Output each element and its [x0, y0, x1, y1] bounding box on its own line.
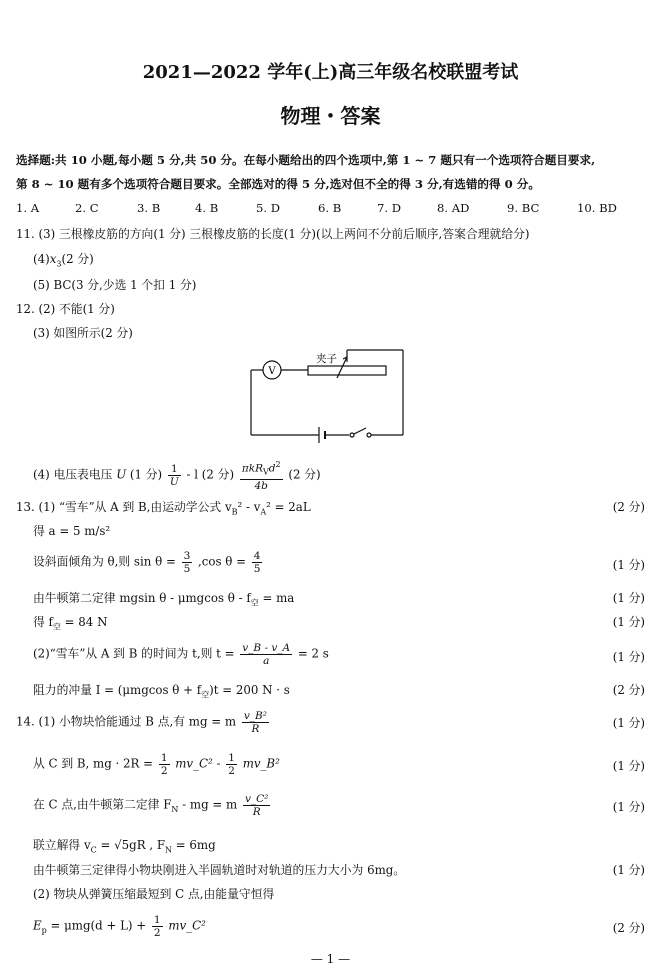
voltmeter-label: V — [268, 366, 276, 377]
answer-item: 2. C — [75, 201, 99, 215]
q14-line-3: 在 C 点,由牛顿第二定律 $F_N$ - mg = m $\frac{\text{v\_C²}}{R}$ — [33, 793, 269, 818]
score: (1 分) — [612, 863, 645, 877]
q14-line-6: (2) 物块从弹簧压缩最短到 C 点,由能量守恒得 — [33, 887, 275, 901]
fraction: $\frac{1}{2}$ — [153, 914, 161, 939]
fraction: $\frac{1}{U}$ — [169, 462, 179, 488]
clip-label: 夹子 — [316, 353, 337, 365]
score: (2 分) — [612, 683, 645, 697]
q12-line-2: (3) 如图所示(2 分) — [33, 326, 133, 340]
answer-item: 9. BC — [507, 201, 540, 215]
page-subtitle: 物理・答案 — [280, 104, 381, 128]
q13-line-3: 设斜面倾角为 θ,则 sin θ = $\frac{3}{5}$ ,cos θ = $\frac{4}{5}$ — [33, 550, 261, 575]
fraction: $\frac{1}{2}$ — [160, 752, 168, 777]
fraction: $\frac{\pi kR_Vd^2}{4b}$ — [241, 460, 281, 492]
fraction: $\frac{\text{v\_B²}}{R}$ — [243, 710, 267, 735]
q12-line-1: 12. (2) 不能(1 分) — [16, 302, 115, 316]
circuit-diagram — [245, 345, 420, 445]
q12-line-4: (4) 电压表电压 U (1 分) $\frac{1}{U}$ - l (2 分) $\frac{\pi kR_Vd^2}{4b}$ (2 分) — [33, 460, 321, 492]
switch-contact — [350, 433, 354, 437]
q14-line-2: 从 C 到 B, mg · 2R = $\frac{1}{2}$ mv_C² - $\frac{1}{2}$ mv_B² — [33, 752, 280, 777]
q13-line-2: 得 a = 5 m/s² — [33, 524, 111, 538]
answer-item: 1. A — [16, 201, 40, 215]
q14-line-1: 14. (1) 小物块恰能通过 B 点,有 mg = m $\frac{\text{v\_B²}}{R}$ — [16, 710, 267, 735]
score: (2 分) — [612, 921, 645, 935]
q13-line-4: 由牛顿第二定律 mgsin θ - μmgcos θ - $f_空$ = ma — [33, 591, 295, 608]
exam-title: 2021—2022 学年(上)高三年级名校联盟考试 — [142, 62, 519, 83]
q14-line-5: 由牛顿第三定律得小物块刚进入半圆轨道时对轨道的压力大小为 6mg。 — [33, 863, 406, 877]
score: (1 分) — [612, 650, 645, 664]
q13-line-1: 13. (1) “雪车”从 A 到 B,由运动学公式 $v_B^2 - v_A^2 = 2aL$ — [16, 500, 311, 517]
q14-line-7: $E_p = \mu mg(d + L)$ + $\frac{1}{2}$ mv_C² — [33, 914, 206, 939]
score: (1 分) — [612, 800, 645, 814]
q11-line-2: $(4)x_3(2$ 分) — [33, 252, 94, 269]
score: (1 分) — [612, 759, 645, 773]
answer-item: 8. AD — [437, 201, 470, 215]
page-number: — 1 — — [310, 952, 351, 966]
answer-item: 7. D — [377, 201, 402, 215]
score: (1 分) — [612, 558, 645, 572]
fraction: $\frac{\text{v\_C²}}{R}$ — [244, 793, 269, 818]
q13-line-6: (2)“雪车”从 A 到 B 的时间为 t,则 t = $\frac{v\_B - v\_A}{a}$ = 2 s — [33, 642, 329, 667]
answer-item: 10. BD — [577, 201, 617, 215]
fraction: $\frac{3}{5}$ — [183, 550, 191, 575]
answer-item: 5. D — [256, 201, 281, 215]
q13-line-5: 得 $f_空 = 84$ N — [33, 615, 108, 632]
q11-line-1: 11. (3) 三根橡皮筋的方向(1 分) 三根橡皮筋的长度(1 分)(以上两问不分前后顺序,答案合理就给分) — [16, 227, 530, 241]
score: (1 分) — [612, 591, 645, 605]
answer-item: 4. B — [195, 201, 219, 215]
score: (1 分) — [612, 615, 645, 629]
choice-intro-line-1: 选择题:共 10 小题,每小题 5 分,共 50 分。在每小题给出的四个选项中,第 1 ~ 7 题只有一个选项符合题目要求, — [16, 153, 596, 167]
score: (2 分) — [612, 500, 645, 514]
fraction: $\frac{4}{5}$ — [253, 550, 261, 575]
resistor — [308, 366, 386, 375]
switch-contact — [367, 433, 371, 437]
q13-line-7: 阻力的冲量 I = (μmgcos $\theta + f_空)t = 200$ N · s — [33, 683, 290, 700]
answer-item: 3. B — [137, 201, 161, 215]
switch-lever — [354, 428, 366, 434]
score: (1 分) — [612, 716, 645, 730]
fraction: $\frac{v\_B - v\_A}{a}$ — [242, 642, 291, 667]
q11-line-3: (5) BC(3 分,少选 1 个扣 1 分) — [33, 278, 197, 292]
choice-intro-line-2: 第 8 ~ 10 题有多个选项符合题目要求。全部选对的得 5 分,选对但不全的得 3 分,有选错的得 0 分。 — [16, 177, 540, 191]
fraction: $\frac{1}{2}$ — [228, 752, 235, 777]
answer-item: 6. B — [318, 201, 342, 215]
q14-line-4: 联立解得 $v_C = √5gR$ , $F_N = 6mg$ — [33, 838, 216, 855]
